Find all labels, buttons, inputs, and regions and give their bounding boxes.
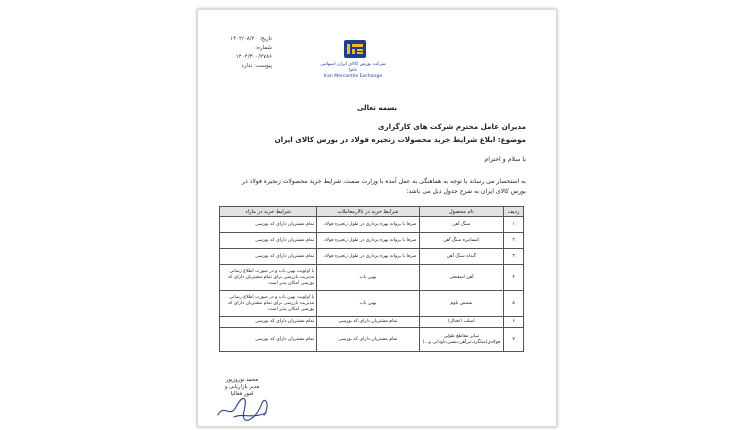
letter-meta — [220, 35, 272, 71]
table-row — [220, 291, 524, 317]
subject: موضوع: ابلاغ شرایط خرید محصولات زنجیره فولاد در بورس کالای ایران — [274, 135, 526, 144]
letter-page — [197, 9, 557, 427]
row-number: ۷ — [504, 328, 524, 352]
surplus-condition: تمام مشتریان دارای کد بورسی — [220, 233, 317, 249]
table-row — [220, 249, 524, 265]
surplus-condition: تمام مشتریان دارای کد بورسی — [220, 328, 317, 352]
conditions-table — [219, 206, 524, 352]
row-number: ۵ — [504, 291, 524, 317]
table-header-row — [220, 207, 524, 217]
hall-condition: صرفا با پروانه بهره برداری در طول زنجیره فولاد — [317, 249, 419, 265]
logo-name-en: Iran Mercantile Exchange — [323, 74, 383, 79]
product-name: گندله سنگ آهن — [419, 249, 504, 265]
product-name: آهن اسفنجی — [419, 265, 504, 291]
product-name: کنسانتره سنگ آهن — [419, 233, 504, 249]
addressee: مدیران عامل محترم شرکت های کارگزاری — [377, 122, 526, 131]
surplus-condition: با اولویت بهین یاب و در صورت اطلاع رسانی مدیریت بازرسی برای تمام مشتریان دارای کد بورسی امکان پذیر است — [220, 291, 317, 317]
greeting: با سلام و احترام — [484, 156, 526, 163]
hall-condition: صرفا با پروانه بهره برداری در طول زنجیره فولاد — [317, 217, 419, 233]
hall-condition: صرفا با پروانه بهره برداری در طول زنجیره فولاد — [317, 233, 419, 249]
surplus-condition: با اولویت بهین یاب و در صورت اطلاع رسانی مدیریت بازرسی برای تمام مشتریان دارای کد بورسی امکان پذیر است — [220, 265, 317, 291]
table-row — [220, 317, 524, 328]
table-row — [220, 328, 524, 352]
surplus-condition: تمام مشتریان دارای کد بورسی — [220, 317, 317, 328]
logo-name: شرکت بورس کالای ایران (سهامی عام) — [320, 62, 386, 73]
product-name: سایر مقاطع طولی فولادی(میلگرد،تیرآهن،نبشی،ناودانی و...) — [419, 328, 504, 352]
product-name: سنگ آهن — [419, 217, 504, 233]
ime-logo-icon — [344, 40, 366, 58]
product-name: شمش بلوم — [419, 291, 504, 317]
letter-attachment: پیوست: ندارد — [241, 63, 272, 69]
letter-number: شماره: ۱۴۰۲/۳۰۰/۲۷۸۶ — [235, 45, 272, 60]
surplus-condition: تمام مشتریان دارای کد بورسی — [220, 249, 317, 265]
header-hall-conditions: شرایط خرید در تالارمعاملات — [317, 207, 419, 217]
product-name: اسلب (تختال) — [419, 317, 504, 328]
signer-name: محمد نوروزپور — [225, 377, 259, 383]
handwritten-signature-icon — [214, 385, 274, 423]
hall-condition: تمام مشتریان دارای کد بورسی — [317, 317, 419, 328]
hall-condition: بهین یاب — [317, 265, 419, 291]
body-paragraph: به استحضار می رساند با توجه به هماهنگی به عمل آمده با وزارت صمت، شرایط خرید محصولات زنجیره فولاد در بورس کالای ایران به شرح جدول ذیل می باشد: — [242, 178, 526, 195]
header-surplus-conditions: شرایط خرید در مازاد — [220, 207, 317, 217]
table-row — [220, 233, 524, 249]
letter-heading — [226, 120, 526, 146]
header-row-number: ردیف — [504, 207, 524, 217]
table-row — [220, 265, 524, 291]
signer-title: مدیر بازاریابی و امور فعالیا — [224, 384, 260, 397]
logo-caption — [316, 62, 390, 80]
row-number: ۳ — [504, 249, 524, 265]
bismillah: بسمه تعالی — [356, 104, 398, 112]
hall-condition: تمام مشتریان دارای کد بورسی — [317, 328, 419, 352]
row-number: ۲ — [504, 233, 524, 249]
row-number: ۴ — [504, 265, 524, 291]
row-number: ۶ — [504, 317, 524, 328]
hall-condition: بهین یاب — [317, 291, 419, 317]
surplus-condition: تمام مشتریان دارای کد بورسی — [220, 217, 317, 233]
letter-date: تاریخ: ۱۴۰۲/۰۸/۲۰ — [230, 36, 272, 42]
header-product: نام محصول — [419, 207, 504, 217]
row-number: ۱ — [504, 217, 524, 233]
table-row — [220, 217, 524, 233]
